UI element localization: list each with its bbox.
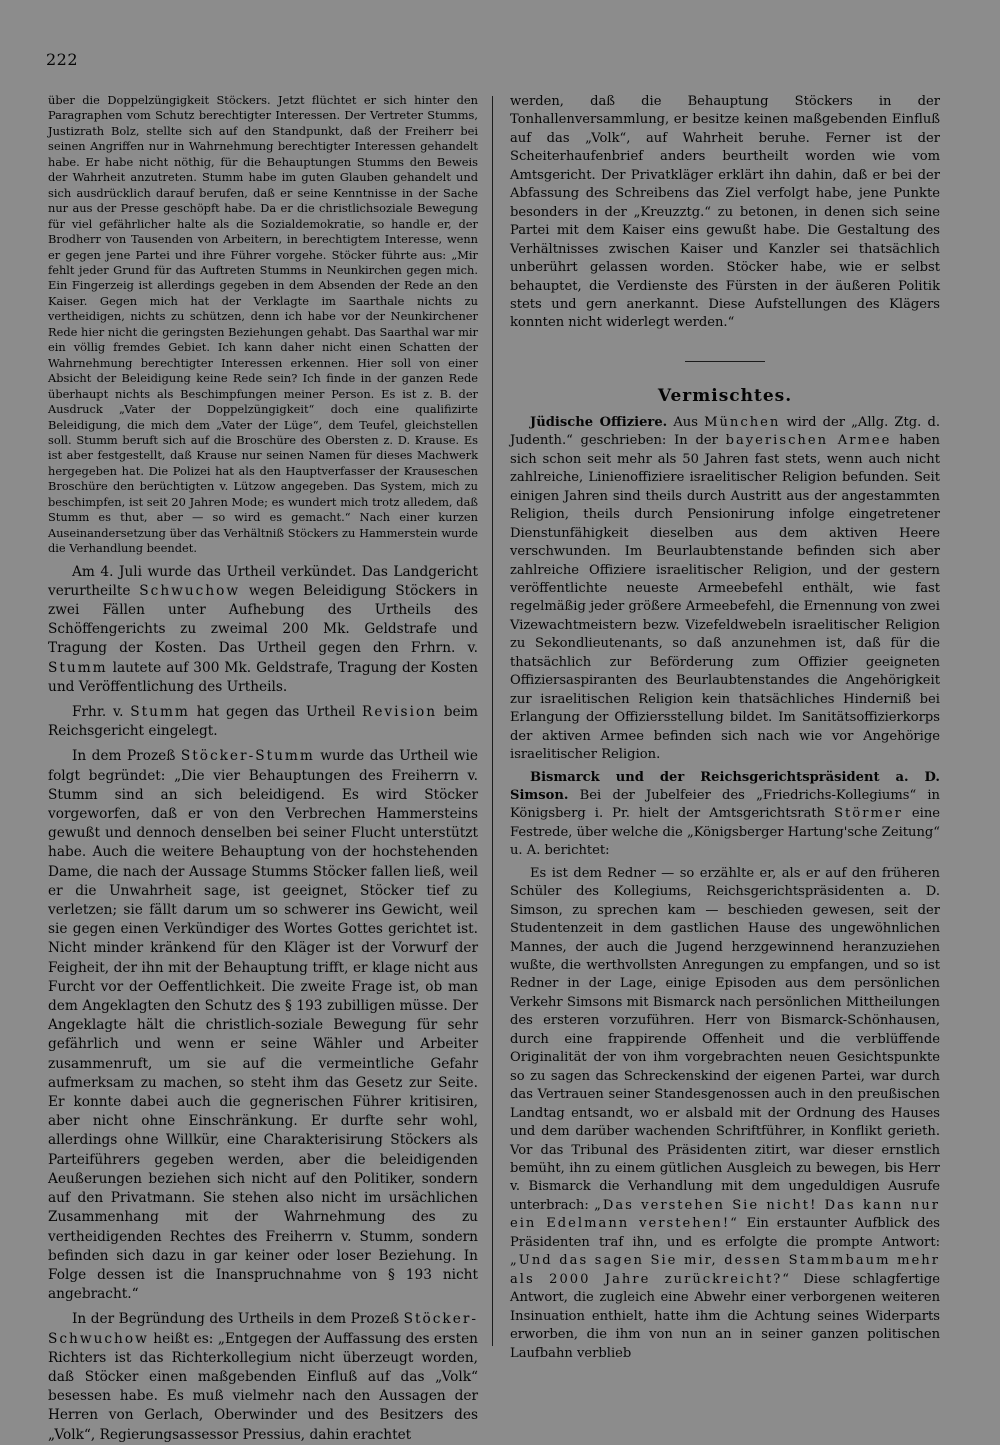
spaced-name: Stumm <box>48 659 108 676</box>
article-heading: Bismarck und der Reichsgerichtspräsident a. D. Simson. <box>510 769 940 803</box>
spaced-quote: „Und das sagen Sie mir, dessen Stammbaum mehr als 2000 Jahre zurückreicht?“ <box>510 1253 940 1287</box>
page-number: 222 <box>46 50 79 69</box>
spaced-name: Störmer <box>834 806 903 822</box>
spaced-word: Revision <box>362 704 438 721</box>
left-paragraph-2: Am 4. Juli wurde das Urtheil verkündet. Das Landgericht verurtheilte Schwuchow wegen Beleidigung Stöckers in zwei Fällen unter Aufhebung des Urtheils des Schöffengerichts zu zweimal 200 Mk. Geldstrafe und Tragung der Kosten. Das Urtheil gegen den Frhrn. v. Stumm lautete auf 300 Mk. Geldstrafe, Tragung der Kosten und Veröffentlichung des Urtheils. <box>48 563 478 695</box>
right-column <box>510 93 940 1408</box>
right-paragraph-2: Jüdische Offiziere. Aus München wird der „Allg. Ztg. d. Judenth.“ geschrieben: In der bayerischen Armee haben sich schon seit mehr als 50 Jahren fast stets, wenn auch nicht zahlreiche, Linienoffiziere israelitischer Religion befunden. Seit einigen Jahren sind theils durch Austritt aus der angestammten Religion, theils durch Pensionirung infolge eingetretener Dienstunfähigkeit dieselben aus dem aktiven Heere verschwunden. Im Beurlaubtenstande befinden sich aber zahlreiche Offiziere israelitischer Religion, und der gestern veröffentlichte neueste Armeebefehl enthält, wie fast regelmäßig jeder größere Armeebefehl, die Ernennung von zwei Vizewachtmeistern bezw. Vizefeldwebeln israelitischer Religion zu Sekondlieutenants, so daß anzunehmen ist, daß für die thatsächlich zur Beförderung zum Offizier geeigneten Offiziersaspiranten des Beurlaubtenstandes die Angehörigkeit zur israelitischen Religion kein thatsächliches Hinderniß bei Erlangung der Offiziersstellung bildet. Im Sanitätsoffizierkorps der aktiven Armee befinden sich nach wie vor Angehörige israelitischer Religion. <box>510 414 940 763</box>
left-paragraph-5: In der Begründung des Urtheils in dem Prozeß Stöcker-Schwuchow heißt es: „Entgegen der Auffassung des ersten Richters ist das Richterkollegium nicht überzeugt worden, daß Stöcker einen maßgebenden Einfluß auf das „Volk“ besessen habe. Es muß vielmehr nach den Aussagen der Herren von Gerlach, Oberwinder und des Besitzers des „Volk“, Regierungsassessor Pressius, dahin erachtet <box>48 1311 478 1443</box>
spaced-name: Stöcker-Schwuchow <box>48 1311 478 1347</box>
section-rule <box>685 361 765 362</box>
left-paragraph-1: über die Doppelzüngigkeit Stöckers. Jetzt flüchtet er sich hinter den Paragraphen vom Schutz berechtigter Interessen. Der Vertreter Stumms, Justizrath Bolz, stellte sich auf den Standpunkt, daß der Freiherr bei seinen Angriffen nur in Wahrnehmung berechtigter Interessen gehandelt habe. Er habe nicht nöthig, für die Behauptungen Stumms den Beweis der Wahrheit anzutreten. Stumm habe im guten Glauben gehandelt und sich ausdrücklich darauf berufen, daß er seine Kenntnisse in der Sache nur aus der Presse geschöpft habe. Da er die christlichsoziale Bewegung für viel gefährlicher halte als die Sozialdemokratie, so handle er, der Brodherr von Tausenden von Arbeitern, in berechtigtem Interesse, wenn er gegen jene Partei und ihre Führer vorgehe. Stöcker führte aus: „Mir fehlt jeder Grund für das Auftreten Stumms in Neunkirchen gegen mich. Ein Fingerzeig ist allerdings gegeben in dem Absenden der Rede an den Kaiser. Gegen mich hat der Verklagte im Saarthale nichts zu vertheidigen, nichts zu schützen, denn ich habe vor der Neunkirchener Rede hier nicht die geringsten Beziehungen gehabt. Das Saarthal war mir ein völlig fremdes Gebiet. Ich kann daher nicht einen Schatten der Wahrnehmung berechtigter Interessen erkennen. Hier soll von einer Absicht der Beleidigung keine Rede sein? Ich finde in der ganzen Rede überhaupt nichts als Beschimpfungen meiner Person. Es ist z. B. der Ausdruck „Vater der Doppelzüngigkeit“ doch eine qualifizirte Beleidigung, die mich dem „Vater der Lüge“, dem Teufel, gleichstellen soll. Stumm beruft sich auf die Broschüre des Obersten z. D. Krause. Es ist aber festgestellt, daß Krause nur seinen Namen für dieses Machwerk hergegeben hat. Die Polizei hat als den Hauptverfasser der Krauseschen Broschüre den berüchtigten v. Lützow angegeben. Das System, mich zu beschimpfen, ist seit 20 Jahren Mode; es wundert mich trotz alledem, daß Stumm es thut, aber — so wird es gemacht.“ Nach einer kurzen Auseinandersetzung über das Verhältniß Stöckers zu Hammerstein wurde die Verhandlung beendet. <box>48 93 478 556</box>
section-title: Vermischtes. <box>657 385 793 406</box>
right-paragraph-3: Bismarck und der Reichsgerichtspräsident a. D. Simson. Bei der Jubelfeier des „Friedrichs-Kollegiums“ in Königsberg i. Pr. hielt der Amtsgerichtsrath Störmer eine Festrede, über welche die „Königsberger Hartung'sche Zeitung“ u. A. berichtet: <box>510 769 941 859</box>
left-column <box>48 93 479 1443</box>
spaced-word: München <box>704 414 781 430</box>
spaced-quote: „Das verstehen Sie nicht! Das kann nur ein Edelmann verstehen!“ <box>510 1197 940 1232</box>
spaced-name: Stumm <box>130 704 190 721</box>
spaced-word: bayerischen Armee <box>725 433 892 449</box>
column-divider <box>492 96 493 1346</box>
left-paragraph-3: Frhr. v. Stumm hat gegen das Urtheil Revision beim Reichsgericht eingelegt. <box>48 704 479 740</box>
left-paragraph-4: In dem Prozeß Stöcker-Stumm wurde das Urtheil wie folgt begründet: „Die vier Behauptungen des Freiherrn v. Stumm sind an sich beleidigend. Es wird Stöcker vorgeworfen, daß er von den Verbrechen Hammersteins gewußt und dennoch denselben bei seiner Flucht unterstützt habe. Auch die weitere Behauptung von der hochstehenden Dame, die nach der Aussage Stumms Stöcker fallen ließ, weil er die Unwahrheit sage, ist geeignet, Stöcker tief zu verletzen; sie fällt darum um so schwerer ins Gewicht, weil sie gegen einen Verkündiger des Wortes Gottes gerichtet ist. Nicht minder kränkend für den Kläger ist der Vorwurf der Feigheit, der ihn mit der Behauptung trifft, er klage nicht aus Furcht vor der Oeffentlichkeit. Die zweite Frage ist, ob man dem Angeklagten den Schutz des § 193 zubilligen müsse. Der Angeklagte hält die christlich-soziale Bewegung für sehr gefährlich und wenn er seine Wähler und Arbeiter zusammenruft, um sie auf die vermeintliche Gefahr aufmerksam zu machen, so steht ihm das Gesetz zur Seite. Er konnte dabei auch die gegnerischen Führer kritisiren, aber nicht ohne Einschränkung. Er durfte sehr wohl, allerdings ohne Willkür, eine Charakterisirung Stöckers als Parteiführers gegeben werden, aber die beleidigenden Aeußerungen beziehen sich nicht auf den Politiker, sondern auf den Privatmann. Sie stehen also nicht im ursächlichen Zusammenhang mit der Wahrnehmung des zu vertheidigenden Rechtes des Freiherrn v. Stumm, sondern befinden sich dazu in gar keiner oder loser Beziehung. In Folge dessen ist die Inanspruchnahme von § 193 nicht angebracht.“ <box>48 748 478 1303</box>
spaced-name: Stöcker-Stumm <box>180 748 315 765</box>
right-paragraph-1: werden, daß die Behauptung Stöckers in der Tonhallenversammlung, er besitze keinen maßgebenden Einfluß auf das „Volk“, auf Wahrheit beruhe. Ferner ist der Scheiterhaufenbrief anders beurtheilt worden wie vom Amtsgericht. Der Privatkläger erklärt ihn dahin, daß er bei der Abfassung des Schreibens das Ziel verfolgt habe, jene Punkte besonders in der „Kreuzztg.“ zu betonen, in denen sich seine Partei mit dem Kaiser eins gewußt habe. Die Gestaltung des Verhältnisses zwischen Kaiser und Kanzler sei thatsächlich unberührt gelassen worden. Stöcker habe, wie er selbst behauptet, die Verdienste des Fürsten in der äußeren Politik stets und gern anerkannt. Diese Aufstellungen des Klägers konnten nicht widerlegt werden.“ <box>510 94 940 331</box>
article-heading: Jüdische Offiziere. <box>530 414 668 430</box>
right-paragraph-4: Es ist dem Redner — so erzählte er, als er auf den früheren Schüler des Kollegiums, Reichsgerichtspräsidenten a. D. Simson, zu sprechen kam — beschieden gewesen, seit der Studentenzeit in dem gastlichen Hause des ungewöhnlichen Mannes, der auch die Jugend herzgewinnend heranzuziehen wußte, die werthvollsten Anregungen zu empfangen, und so ist Redner in der Lage, einige Episoden aus dem persönlichen Verkehr Simsons mit Bismarck nach persönlichen Mittheilungen des ersteren vorzuführen. Herr von Bismarck-Schönhausen, durch eine frappirende Offenheit und die verblüffende Originalität der von ihm vorgebrachten neuen Gesichtspunkte so zu sagen das Schreckenskind der eigenen Partei, war durch das Vertrauen seiner Standesgenossen auch in den preußischen Landtag entsandt, wo er alsbald mit der Ordnung des Hauses und dem darüber wachenden Schriftführer, in Konflikt gerieth. Vor das Tribunal des Präsidenten zitirt, war dieser ernstlich bemüht, ihn zu einem gütlichen Ausgleich zu bewegen, bis Herr v. Bismarck die Verhandlung mit dem ungeduldigen Ausrufe unterbrach: „Das verstehen Sie nicht! Das kann nur ein Edelmann verstehen!“ Ein erstaunter Aufblick des Präsidenten traf ihn, und es erfolgte die prompte Antwort: „Und das sagen Sie mir, dessen Stammbaum mehr als 2000 Jahre zurückreicht?“ Diese schlagfertige Antwort, die zugleich eine Abwehr einer verborgenen weiteren Insinuation enthielt, hatte ihm die Achtung seines Widerparts erworben, die ihm von nun an in seiner ganzen politischen Laufbahn verblieb <box>510 865 940 1361</box>
spaced-name: Schwuchow <box>139 582 241 599</box>
